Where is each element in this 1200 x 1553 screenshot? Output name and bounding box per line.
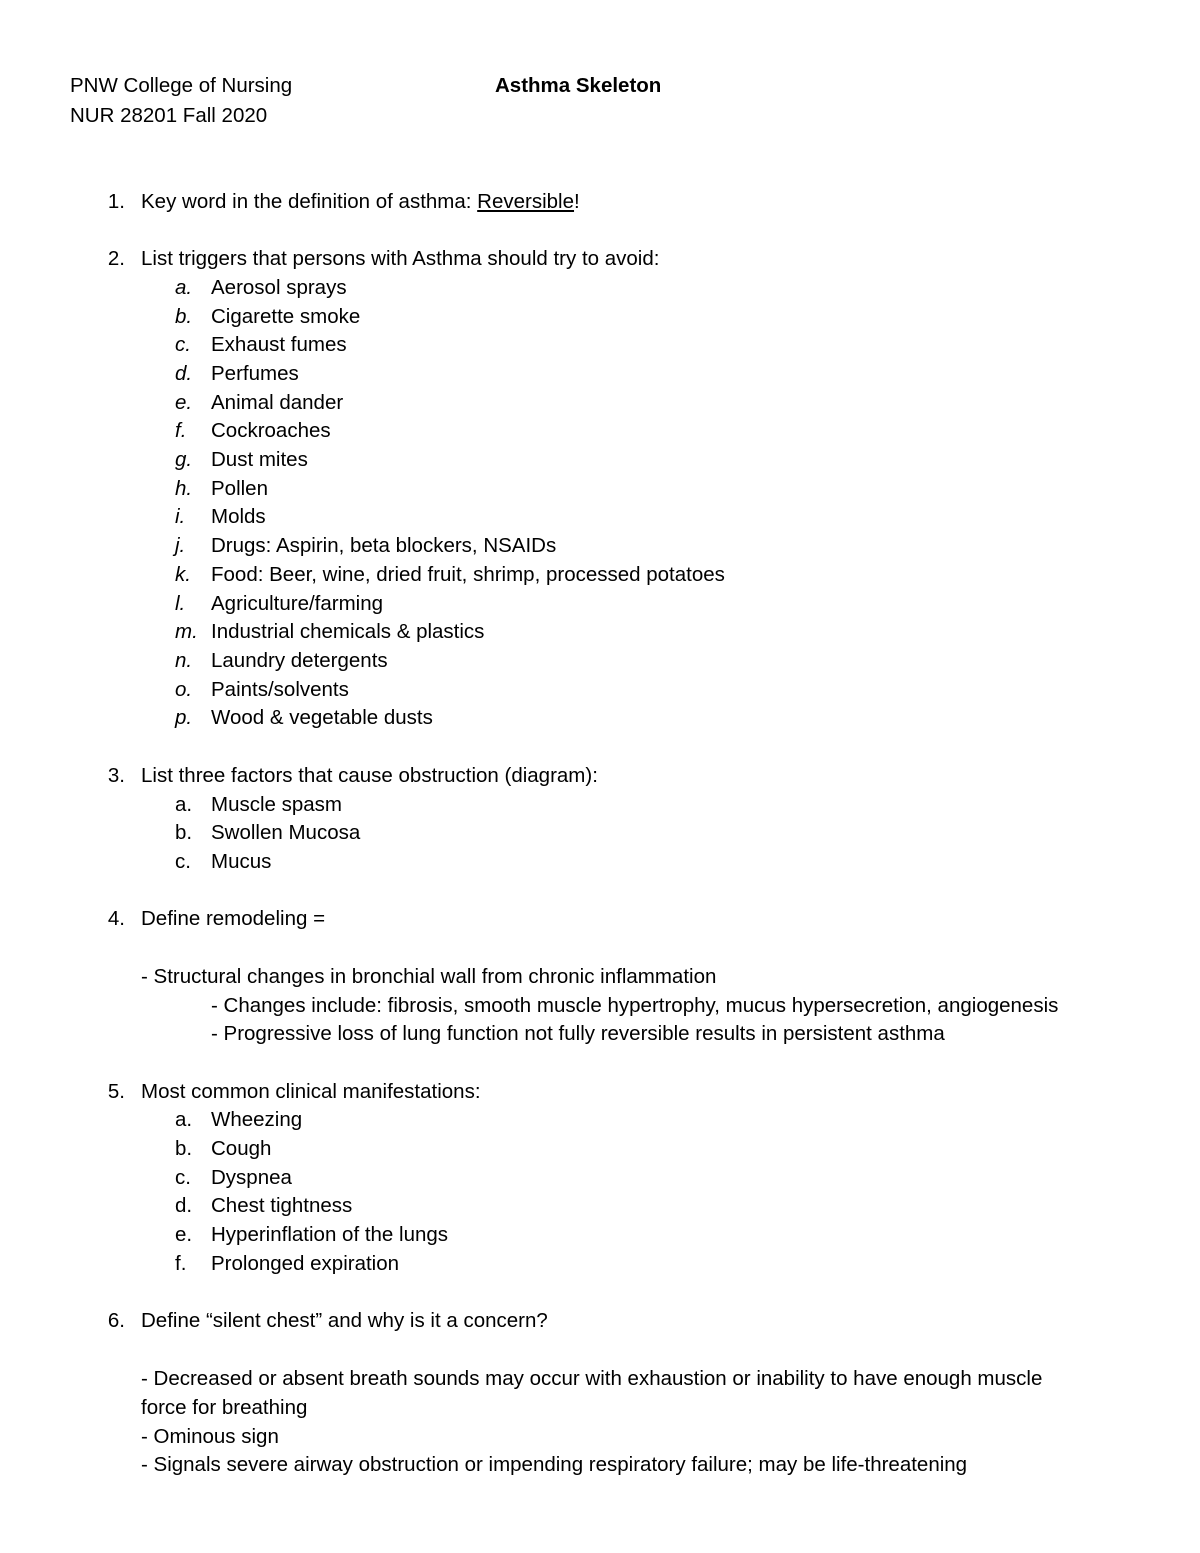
list-item-letter: e. <box>175 1223 193 1246</box>
list-item: Aerosol sprays <box>211 276 347 299</box>
list-item-letter: n. <box>175 649 193 672</box>
list-item: Food: Beer, wine, dried fruit, shrimp, processed potatoes <box>211 563 725 586</box>
q1-answer: Reversible <box>477 190 575 213</box>
list-item-letter: k. <box>175 563 191 586</box>
list-item-letter: b. <box>175 305 193 328</box>
list-item-letter: d. <box>175 362 193 385</box>
list-item: Cockroaches <box>211 419 331 442</box>
list-item: Perfumes <box>211 362 299 385</box>
q1-suffix: ! <box>574 190 580 213</box>
list-item: Pollen <box>211 477 268 500</box>
list-item: Dust mites <box>211 448 308 471</box>
q2-text: List triggers that persons with Asthma should try to avoid: <box>141 247 660 270</box>
q6-answer-line-3: - Ominous sign <box>141 1425 279 1448</box>
list-item-letter: o. <box>175 678 193 701</box>
institution: PNW College of Nursing <box>70 74 293 97</box>
list-item-letter: m. <box>175 620 198 643</box>
list-item-letter: c. <box>175 1166 191 1189</box>
list-item: Wheezing <box>211 1108 303 1131</box>
q3-number: 3. <box>107 764 125 787</box>
q6-answer-line-1: - Decreased or absent breath sounds may occur with exhaustion or inability to have enough muscle <box>141 1367 1043 1390</box>
q2-number: 2. <box>107 247 125 270</box>
list-item: Molds <box>211 505 266 528</box>
list-item: Agriculture/farming <box>211 592 384 615</box>
list-item: Cough <box>211 1137 272 1160</box>
list-item: Mucus <box>211 850 272 873</box>
list-item-letter: b. <box>175 1137 193 1160</box>
list-item: Muscle spasm <box>211 793 343 816</box>
list-item-letter: g. <box>175 448 193 471</box>
list-item-letter: j. <box>175 534 186 557</box>
q1-prompt: Key word in the definition of asthma: <box>141 190 478 213</box>
list-item-letter: c. <box>175 850 191 873</box>
list-item-letter: e. <box>175 391 193 414</box>
q4-detail-1: - Changes include: fibrosis, smooth muscle hypertrophy, mucus hypersecretion, angiogenesis <box>211 994 1059 1017</box>
q3-text: List three factors that cause obstruction (diagram): <box>141 764 598 787</box>
list-item: Swollen Mucosa <box>211 821 361 844</box>
course-code: NUR 28201 Fall 2020 <box>70 104 268 127</box>
q4-text: Define remodeling = <box>141 907 326 930</box>
list-item: Paints/solvents <box>211 678 349 701</box>
list-item-letter: f. <box>175 419 187 442</box>
list-item-letter: d. <box>175 1194 193 1217</box>
list-item-letter: a. <box>175 1108 193 1131</box>
list-item: Wood & vegetable dusts <box>211 706 433 729</box>
q6-text: Define “silent chest” and why is it a concern? <box>141 1309 548 1332</box>
q5-text: Most common clinical manifestations: <box>141 1080 481 1103</box>
q5-number: 5. <box>107 1080 125 1103</box>
list-item-letter: l. <box>175 592 186 615</box>
list-item-letter: c. <box>175 333 191 356</box>
list-item: Hyperinflation of the lungs <box>211 1223 449 1246</box>
q6-number: 6. <box>107 1309 125 1332</box>
list-item-letter: f. <box>175 1252 187 1275</box>
q6-answer-line-2: force for breathing <box>141 1396 308 1419</box>
q6-answer-line-4: - Signals severe airway obstruction or impending respiratory failure; may be life-threatening <box>141 1453 968 1476</box>
list-item: Industrial chemicals & plastics <box>211 620 485 643</box>
list-item: Prolonged expiration <box>211 1252 400 1275</box>
list-item-letter: a. <box>175 276 193 299</box>
list-item-letter: b. <box>175 821 193 844</box>
list-item: Dyspnea <box>211 1166 292 1189</box>
list-item-letter: p. <box>175 706 193 729</box>
list-item: Chest tightness <box>211 1194 353 1217</box>
list-item-letter: a. <box>175 793 193 816</box>
q1-number: 1. <box>107 190 125 213</box>
list-item: Drugs: Aspirin, beta blockers, NSAIDs <box>211 534 557 557</box>
list-item: Cigarette smoke <box>211 305 361 328</box>
q4-answer: - Structural changes in bronchial wall from chronic inflammation <box>141 965 717 988</box>
list-item: Laundry detergents <box>211 649 388 672</box>
list-item-letter: i. <box>175 505 186 528</box>
q4-number: 4. <box>107 907 125 930</box>
q1-text <box>141 190 580 214</box>
page-title: Asthma Skeleton <box>495 74 662 97</box>
list-item: Animal dander <box>211 391 344 414</box>
q4-detail-2: - Progressive loss of lung function not fully reversible results in persistent asthma <box>211 1022 945 1045</box>
list-item: Exhaust fumes <box>211 333 347 356</box>
list-item-letter: h. <box>175 477 193 500</box>
